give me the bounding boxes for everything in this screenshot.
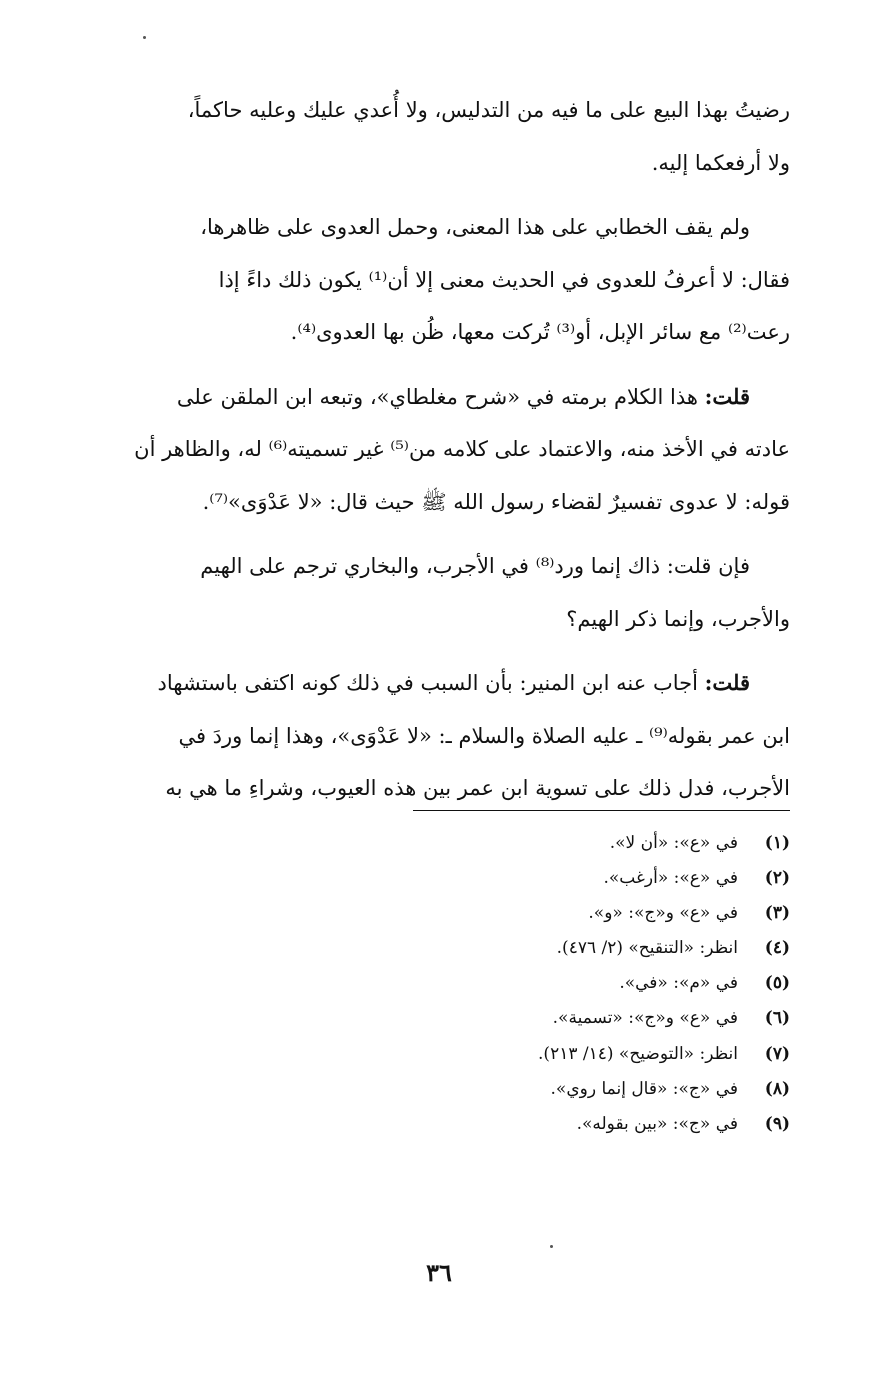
footnote-number: (٢) — [764, 868, 790, 889]
text-line — [66, 593, 790, 646]
footnote-text: انظر: «التوضيح» (١٤/ ٢١٣). — [538, 1043, 738, 1064]
footnote — [120, 1037, 790, 1072]
footnote-number: (١) — [764, 833, 790, 853]
line-text: فقال: لا أعرفُ للعدوى في الحديث معنى إلا أن⁽¹⁾ يكون ذلك داءً إذا — [218, 267, 790, 292]
line-text: رعت⁽²⁾ مع سائر الإبل، أو⁽³⁾ تُركت معها، ظُن بها العدوى⁽⁴⁾. — [290, 320, 790, 344]
scan-speck — [550, 1245, 553, 1248]
text-line — [66, 540, 790, 593]
line-text: ابن عمر بقوله⁽⁹⁾ ـ عليه الصلاة والسلام ـ: «لا عَدْوَى»، وهذا إنما وردَ في — [178, 723, 790, 748]
text-line — [66, 137, 790, 190]
text-line — [66, 371, 790, 424]
text-line — [66, 423, 790, 476]
line-text: والأجرب، وإنما ذكر الهيم؟ — [566, 606, 790, 631]
line-text: ولم يقف الخطابي على هذا المعنى، وحمل العدوى على ظاهرها، — [200, 215, 750, 239]
footnote — [120, 861, 790, 896]
footnote-text: انظر: «التنقيح» (٢/ ٤٧٦). — [556, 938, 738, 959]
scan-speck — [143, 36, 146, 39]
footnote-number: (٧) — [764, 1043, 790, 1064]
text-line — [66, 254, 790, 307]
line-text: الأجرب، فدل ذلك على تسوية ابن عمر بين هذه العيوب، وشراءِ ما هي به — [165, 776, 790, 800]
footnote — [120, 1072, 790, 1107]
text-line — [66, 201, 790, 254]
footnote-text: في «ج»: «قال إنما روي». — [550, 1078, 738, 1099]
line-lead: قلت: — [704, 670, 750, 695]
footnote-number: (٩) — [764, 1113, 790, 1134]
main-text — [66, 84, 790, 815]
footnote — [120, 931, 790, 966]
footnote — [120, 826, 790, 861]
line-text: قوله: لا عدوى تفسيرٌ لقضاء رسول الله ﷺ حيث قال: «لا عَدْوَى»⁽⁷⁾. — [202, 489, 790, 514]
footnote — [120, 896, 790, 931]
footnote-separator — [413, 810, 790, 811]
footnote-number: (٦) — [764, 1008, 790, 1029]
footnote-text: في «ع»: «أرغب». — [603, 868, 738, 889]
text-line — [66, 84, 790, 137]
text-line — [66, 306, 790, 359]
page-number: ٣٦ — [426, 1258, 452, 1287]
line-text: ولا أرفعكما إليه. — [651, 150, 790, 175]
text-line — [66, 710, 790, 763]
footnote — [120, 1001, 790, 1036]
footnote-text: في «ع» و«ج»: «و». — [588, 903, 738, 924]
text-line — [66, 657, 790, 710]
footnote-text: في «ج»: «بين بقوله». — [576, 1113, 738, 1134]
footnote-number: (٨) — [764, 1078, 790, 1099]
line-text: فإن قلت: ذاك إنما ورد⁽⁸⁾ في الأجرب، والبخاري ترجم على الهيم — [200, 554, 750, 578]
footnote — [120, 1107, 790, 1142]
line-text: هذا الكلام برمته في «شرح مغلطاي»، وتبعه ابن الملقن على — [176, 384, 705, 409]
line-text: عادته في الأخذ منه، والاعتماد على كلامه من⁽⁵⁾ غير تسميته⁽⁶⁾ له، والظاهر أن — [134, 437, 790, 461]
line-text: أجاب عنه ابن المنير: بأن السبب في ذلك كونه اكتفى باستشهاد — [157, 671, 705, 695]
footnote-text: في «ع»: «أن لا». — [609, 833, 738, 853]
footnote-number: (٥) — [764, 973, 790, 994]
footnote-number: (٣) — [764, 903, 790, 924]
footnote-text: في «م»: «في». — [619, 973, 738, 994]
line-lead: قلت: — [704, 383, 750, 409]
text-line — [66, 476, 790, 529]
footnote-text: في «ع» و«ج»: «تسمية». — [552, 1008, 738, 1029]
text-line — [66, 762, 790, 815]
footnote-number: (٤) — [764, 938, 790, 959]
footnotes — [120, 826, 790, 1142]
line-text: رضيتُ بهذا البيع على ما فيه من التدليس، ولا أُعدي عليك وعليه حاكماً، — [187, 98, 790, 122]
footnote — [120, 966, 790, 1001]
